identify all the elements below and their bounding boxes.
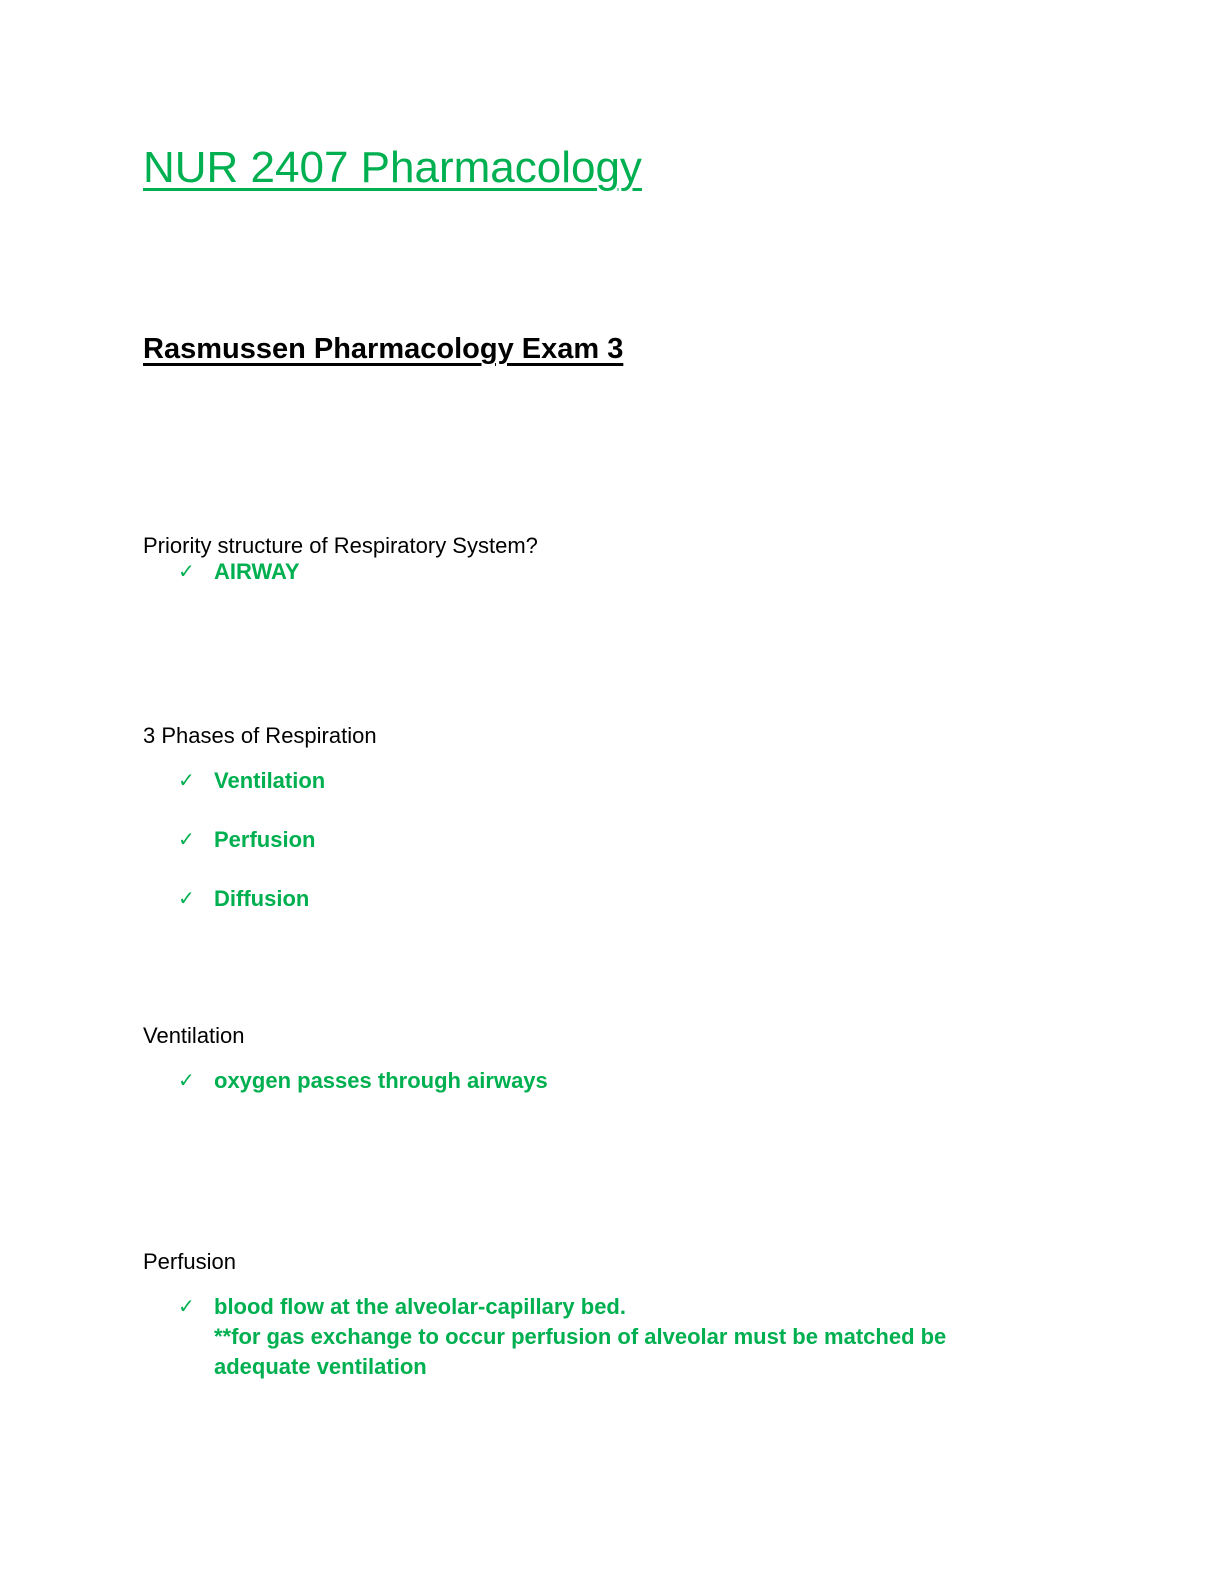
check-icon: ✓ [178, 770, 195, 792]
check-icon: ✓ [178, 1296, 195, 1318]
answer-diffusion: Diffusion [214, 886, 310, 911]
answer-ventilation: Ventilation [214, 768, 326, 793]
answer-adequate-ventilation: adequate ventilation [214, 1354, 427, 1379]
question-perfusion: Perfusion [143, 1249, 236, 1274]
answer-gas-exchange-note: **for gas exchange to occur perfusion of alveolar must be matched be [214, 1324, 947, 1349]
answer-perfusion: Perfusion [214, 827, 316, 852]
question-ventilation: Ventilation [143, 1023, 245, 1048]
check-icon: ✓ [178, 888, 195, 910]
answer-oxygen-passes: oxygen passes through airways [214, 1068, 548, 1093]
check-icon: ✓ [178, 561, 195, 583]
document-subtitle: Rasmussen Pharmacology Exam 3 [143, 333, 624, 365]
document-title: NUR 2407 Pharmacology [143, 143, 642, 192]
question-priority-structure: Priority structure of Respiratory System? [143, 533, 538, 558]
check-icon: ✓ [178, 829, 195, 851]
check-icon: ✓ [178, 1070, 195, 1092]
answer-blood-flow: blood flow at the alveolar-capillary bed. [214, 1294, 626, 1319]
answer-airway: AIRWAY [214, 559, 300, 584]
question-phases-of-respiration: 3 Phases of Respiration [143, 723, 377, 748]
